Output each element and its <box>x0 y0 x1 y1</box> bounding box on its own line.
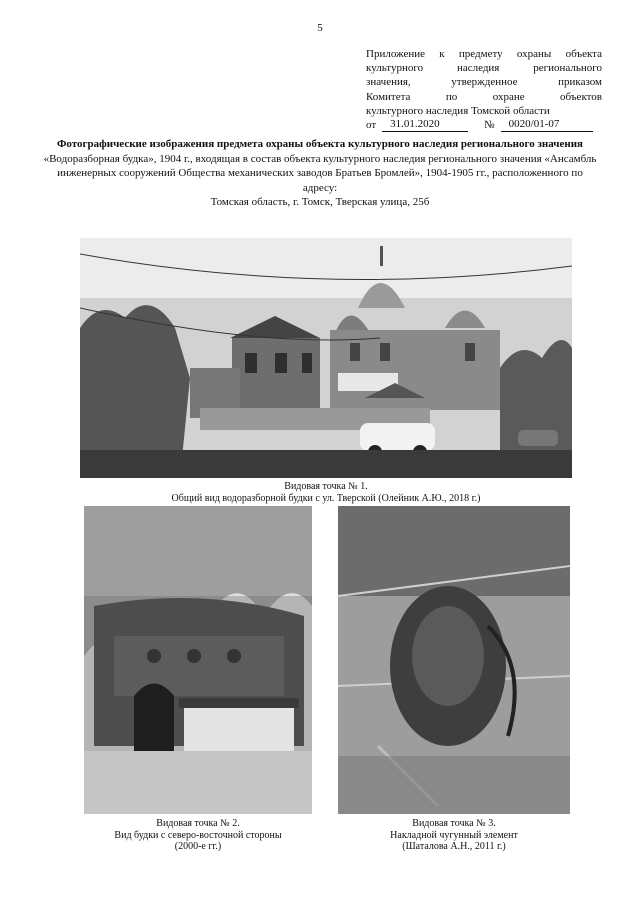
order-date: 31.01.2020 <box>382 118 468 132</box>
photo-view-point-1 <box>80 238 572 478</box>
number-label: № <box>484 119 495 132</box>
photo-1-caption <box>80 481 572 504</box>
photo-3-caption-title: Видовая точка № 3. <box>412 818 496 829</box>
date-label: от <box>366 119 377 132</box>
order-number: 0020/01-07 <box>501 118 593 132</box>
photo-2-caption-title: Видовая точка № 2. <box>156 818 240 829</box>
photo-1-caption-title: Видовая точка № 1. <box>284 481 368 492</box>
appendix-line-2: культурного наследия регионального <box>366 62 602 75</box>
photo-3-caption-author: (Шаталова А.Н., 2011 г.) <box>402 841 506 853</box>
photo-1-caption-text: Общий вид водоразборной будки с ул. Тверской (Олейник А.Ю., 2018 г.) <box>171 492 481 504</box>
photo-2-caption-author: (2000-е гг.) <box>174 841 222 853</box>
photo-3-caption-text: Накладной чугунный элемент <box>390 829 518 841</box>
page-number: 5 <box>317 22 323 34</box>
heading-address: Томская область, г. Томск, Тверская улица, 25б <box>210 196 430 209</box>
photo-view-point-2 <box>84 506 312 814</box>
appendix-line-5: культурного наследия Томской области <box>366 104 550 117</box>
document-heading <box>40 137 600 210</box>
appendix-line-3: значения, утвержденное приказом <box>366 76 602 89</box>
photo-3-caption <box>338 818 570 853</box>
appendix-line-1: Приложение к предмету охраны объекта <box>366 48 602 60</box>
photo-2-caption <box>60 818 336 853</box>
heading-bold: Фотографические изображения предмета охраны объекта культурного наследия регионального значения <box>56 138 583 150</box>
order-reference <box>366 118 602 132</box>
photo-2-caption-text: Вид будки с северо-восточной стороны <box>114 829 282 841</box>
photo-view-point-3 <box>338 506 570 814</box>
heading-text: «Водоразборная будка», 1904 г., входящая в состав объекта культурного наследия регионального значения «Ансамбль инженерных сооружений Общества механических заводов Братьев Бромлей», 1904-1905 гг., расположенного по адресу: <box>43 152 597 194</box>
appendix-line-4: Комитета по охране объектов <box>366 90 602 103</box>
appendix-note <box>366 47 602 132</box>
